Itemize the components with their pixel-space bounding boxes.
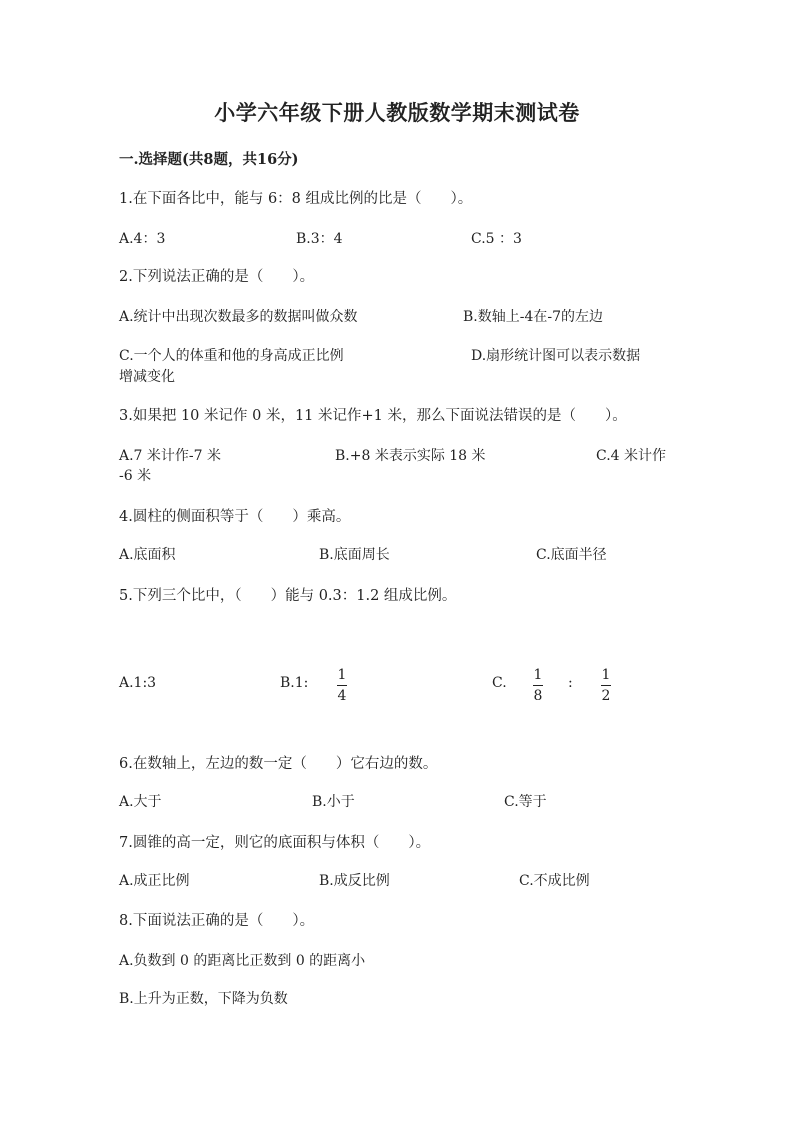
question-7-option-b: B.成反比例 <box>319 873 390 889</box>
question-3-option-a: A.7 米计作-7 米 <box>119 448 222 464</box>
page-title: 小学六年级下册人教版数学期末测试卷 <box>214 100 580 125</box>
question-7-option-a: A.成正比例 <box>119 873 190 889</box>
question-4-stem: 4.圆柱的侧面积等于（ ）乘高。 <box>119 509 351 525</box>
question-5-ratio-colon: : <box>568 675 573 691</box>
question-7-stem: 7.圆锥的高一定，则它的底面积与体积（ ）。 <box>119 835 431 851</box>
question-5-option-a: A.1:3 <box>119 675 157 691</box>
question-5-stem: 5.下列三个比中，（ ）能与 0.3：1.2 组成比例。 <box>119 588 457 604</box>
question-6-option-b: B.小于 <box>312 794 355 810</box>
question-5-option-c-fraction-2 <box>601 667 611 704</box>
question-2-option-b: B.数轴上-4在-7的左边 <box>463 309 604 325</box>
question-2-option-c: C.一个人的体重和他的身高成正比例 <box>119 348 344 364</box>
question-6-option-c: C.等于 <box>504 794 547 810</box>
question-5-option-b: B.1: <box>280 675 309 691</box>
fraction-denominator: 2 <box>601 688 611 704</box>
question-1-option-a: A.4：3 <box>119 231 166 247</box>
question-5-option-c: C. <box>492 675 507 691</box>
question-5-option-b-fraction <box>337 667 347 704</box>
fraction-denominator: 4 <box>337 688 347 704</box>
question-8-stem: 8.下面说法正确的是（ ）。 <box>119 913 315 929</box>
question-4-option-c: C.底面半径 <box>536 547 607 563</box>
section-heading: 一.选择题(共8题，共16分) <box>119 151 299 168</box>
question-2-option-d-continued: 增减变化 <box>119 369 175 385</box>
question-3-option-c-continued: -6 米 <box>119 468 152 484</box>
fraction-bar <box>337 685 347 686</box>
fraction-bar <box>533 685 543 686</box>
question-3-option-c: C.4 米计作 <box>596 448 667 464</box>
fraction-numerator: 1 <box>533 667 543 683</box>
question-2-option-d: D.扇形统计图可以表示数据 <box>471 348 641 364</box>
question-8-option-a: A.负数到 0 的距离比正数到 0 的距离小 <box>119 953 366 969</box>
question-1-stem: 1.在下面各比中，能与 6：8 组成比例的比是（ ）。 <box>119 191 473 207</box>
question-4-option-a: A.底面积 <box>119 547 176 563</box>
question-8-option-b: B.上升为正数，下降为负数 <box>119 991 288 1007</box>
fraction-bar <box>601 685 611 686</box>
question-7-option-c: C.不成比例 <box>519 873 590 889</box>
question-2-stem: 2.下列说法正确的是（ ）。 <box>119 269 315 285</box>
question-1-option-c: C.5 ：3 <box>471 231 522 247</box>
fraction-numerator: 1 <box>337 667 347 683</box>
question-6-stem: 6.在数轴上，左边的数一定（ ）它右边的数。 <box>119 756 438 772</box>
fraction-numerator: 1 <box>601 667 611 683</box>
question-6-option-a: A.大于 <box>119 794 162 810</box>
question-3-stem: 3.如果把 10 米记作 0 米，11 米记作+1 米，那么下面说法错误的是（ ）。 <box>119 408 627 424</box>
question-5-option-c-fraction-1 <box>533 667 543 704</box>
question-2-option-a: A.统计中出现次数最多的数据叫做众数 <box>119 309 358 325</box>
question-3-option-b: B.+8 米表示实际 18 米 <box>335 448 486 464</box>
question-1-option-b: B.3：4 <box>296 231 343 247</box>
fraction-denominator: 8 <box>533 688 543 704</box>
question-4-option-b: B.底面周长 <box>319 547 390 563</box>
